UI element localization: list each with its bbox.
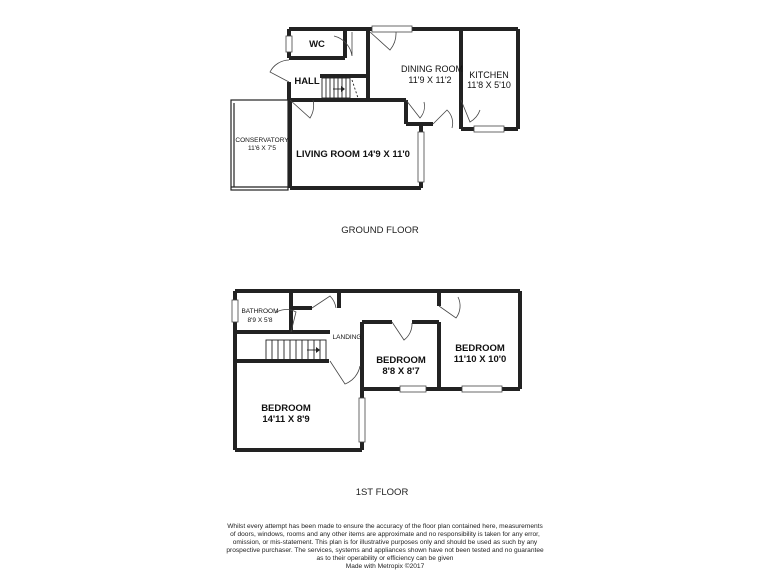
bathroom-label: BATHROOM bbox=[241, 308, 279, 315]
wc-label: WC bbox=[309, 39, 325, 50]
bathroom-size: 8'9 X 5'8 bbox=[247, 317, 273, 324]
ground-floor-title: GROUND FLOOR bbox=[341, 225, 419, 236]
disclaimer-line: prospective purchaser. The services, systems and appliances shown have not been tested and no guarantee bbox=[226, 547, 544, 555]
hall-label: HALL bbox=[294, 76, 320, 87]
ground-floor-plan bbox=[231, 26, 518, 236]
living-room-label: LIVING ROOM 14'9 X 11'0 bbox=[296, 149, 410, 160]
kitchen-size: 11'8 X 5'10 bbox=[467, 80, 511, 90]
bedroom-small-label: BEDROOM bbox=[376, 355, 426, 366]
bedroom-right-label: BEDROOM bbox=[455, 343, 505, 354]
conservatory-label: CONSERVATORY bbox=[235, 137, 289, 144]
landing-label: LANDING bbox=[332, 334, 362, 341]
bedroom-small-size: 8'8 X 8'7 bbox=[382, 366, 420, 377]
ground-floor-staircase bbox=[322, 78, 358, 98]
disclaimer-line: omission, or mis-statement. This plan is for illustrative purposes only and should be used as such by any bbox=[232, 539, 538, 547]
bedroom-right-size: 11'10 X 10'0 bbox=[453, 354, 507, 365]
ground-floor-walls bbox=[289, 29, 518, 188]
dining-room-label: DINING ROOM bbox=[401, 64, 463, 74]
bedroom-large-label: BEDROOM bbox=[261, 403, 311, 414]
disclaimer-text bbox=[200, 523, 570, 572]
disclaimer-line: as to their operability or efficiency can be given bbox=[316, 555, 454, 563]
dining-room-size: 11'9 X 11'2 bbox=[408, 75, 452, 85]
disclaimer-line: of doors, windows, rooms and any other items are approximate and no responsibility is taken for any error, bbox=[230, 531, 540, 539]
conservatory-size: 11'6 X 7'5 bbox=[247, 145, 277, 152]
disclaimer-line: Whilst every attempt has been made to ensure the accuracy of the floor plan contained here, measurements bbox=[227, 523, 543, 530]
kitchen-label: KITCHEN bbox=[469, 70, 509, 80]
first-floor-staircase bbox=[266, 340, 326, 360]
metropix-credit: Made with Metropix ©2017 bbox=[345, 563, 425, 571]
bedroom-large-size: 14'11 X 8'9 bbox=[262, 414, 310, 425]
first-floor-plan bbox=[232, 291, 520, 498]
first-floor-title: 1ST FLOOR bbox=[355, 487, 409, 498]
